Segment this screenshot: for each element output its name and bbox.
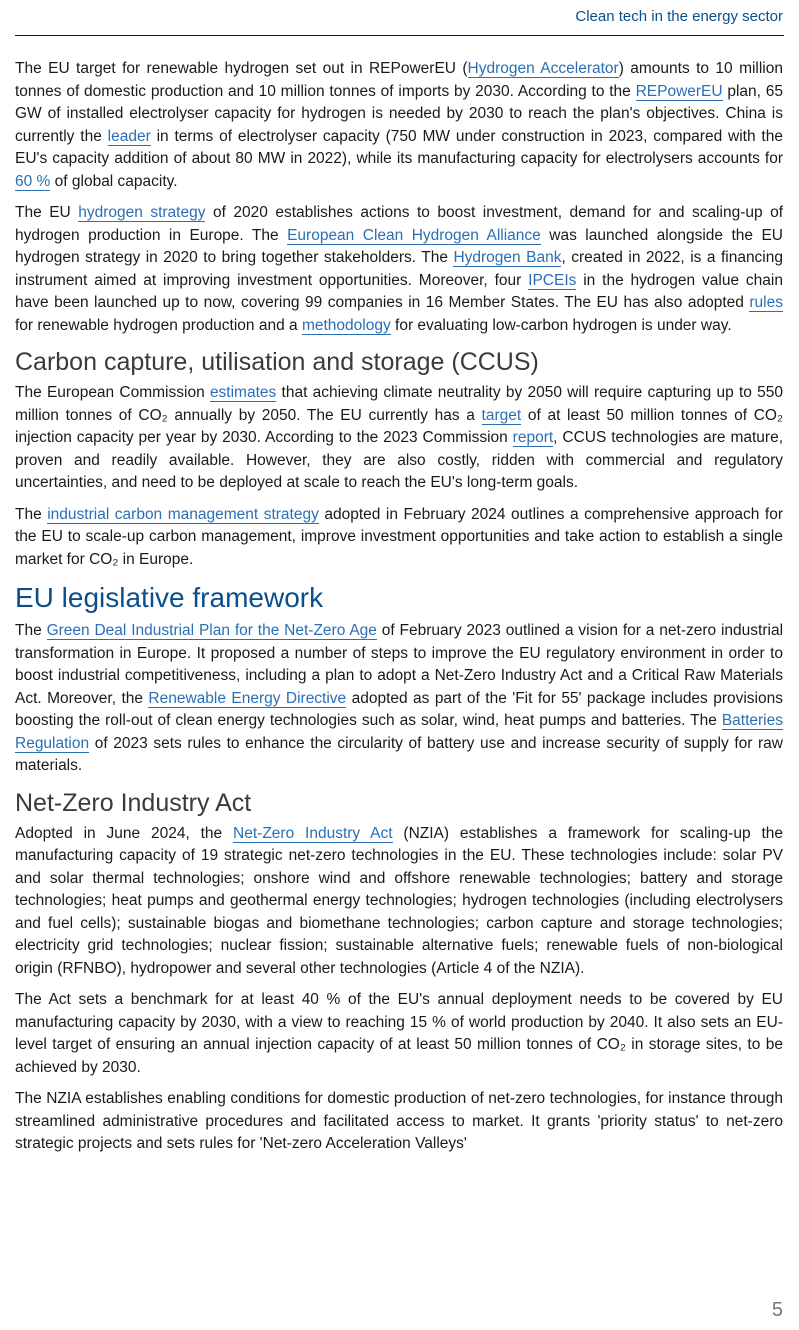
paragraph-nzia-adopted — [15, 823, 783, 981]
page-number: 5 — [771, 1299, 783, 1321]
link-leader[interactable]: leader — [107, 127, 151, 145]
paragraph-nzia-benchmark: The Act sets a benchmark for at least 40 % of the EU's annual deployment needs to be covered by EU manufacturing capacity by 2030, with a view to reaching 15 % of world production by 2040. It also sets an EU-level target of ensuring an annual injection capacity of at least 50 million tonnes of CO₂ in storage sites, to be achieved by 2030. — [15, 991, 783, 1076]
link-net-zero-industry-act[interactable]: Net-Zero Industry Act — [233, 824, 393, 842]
link-report[interactable]: report — [512, 429, 554, 446]
text: for evaluating low-carbon hydrogen is under way. — [390, 316, 732, 334]
text: for renewable hydrogen production and a — [15, 316, 302, 334]
link-target[interactable]: target — [481, 406, 522, 424]
text: The EU — [15, 204, 79, 221]
text: of February 2023 outlined a vision for a net-zero industrial transformation in Europe. It proposed a number of steps to improve the EU regulatory environment in order to boost industrial competitiveness, including a plan to adopt a Net-Zero Industry Act and a Critical Raw Materials Act. Moreover, the — [15, 622, 784, 707]
text: that achieving climate neutrality by 2050 will require capturing up to 550 million tonnes of CO₂ annually by 2050. The EU currently has a — [15, 384, 783, 424]
link-ipceis[interactable]: IPCEIs — [528, 271, 577, 289]
paragraph-nzia-conditions: The NZIA establishes enabling conditions for domestic production of net-zero technologies, for instance through streamlined administrative procedures and facilitated access to market. It grants 'priority status' to net-zero strategic projects and sets rules for 'Net-zero Acceleration Valleys' — [15, 1090, 783, 1152]
link-methodology[interactable]: methodology — [301, 316, 391, 334]
page-content — [15, 58, 783, 1165]
heading-ccus: Carbon capture, utilisation and storage (CCUS) — [15, 348, 539, 376]
paragraph-hydrogen-strategy — [15, 202, 783, 337]
link-estimates[interactable]: estimates — [209, 384, 277, 401]
link-clean-hydrogen-alliance[interactable]: European Clean Hydrogen Alliance — [287, 226, 541, 244]
text: in the hydrogen value chain have been launched up to now, covering 99 companies in 16 Member States. The EU has also adopted — [15, 271, 783, 311]
text: was launched alongside the EU hydrogen strategy in 2020 to bring together stakeholders. The — [15, 226, 783, 266]
link-batteries-regulation[interactable]: Batteries Regulation — [15, 712, 783, 752]
text: of global capacity. — [50, 172, 178, 190]
link-hydrogen-accelerator[interactable]: Hydrogen Accelerator — [467, 60, 619, 77]
link-rules[interactable]: rules — [749, 294, 783, 311]
text: The EU target for renewable hydrogen set out in REPowerEU ( — [15, 60, 468, 77]
paragraph-hydrogen-target — [15, 58, 783, 193]
link-green-deal-industrial-plan[interactable]: Green Deal Industrial Plan for the Net-Zero Age — [46, 622, 377, 639]
link-industrial-carbon-management-strategy[interactable]: industrial carbon management strategy — [47, 505, 319, 523]
text: of at least 50 million tonnes of CO₂ injection capacity per year by 2030. According to the 2023 Commission — [15, 406, 783, 446]
text: plan, 65 GW of installed electrolyser capacity for hydrogen is needed by 2030 to reach the plan's objectives. China is currently the — [15, 82, 783, 145]
link-renewable-energy-directive[interactable]: Renewable Energy Directive — [148, 689, 347, 707]
link-60-percent[interactable]: 60 % — [15, 172, 51, 190]
text: of 2020 establishes actions to boost investment, demand for and scaling-up of hydrogen production in Europe. The — [15, 204, 784, 244]
text: , CCUS technologies are mature, proven and readily available. However, they are also costly, ridden with commercial and regulatory uncertainties, and need to be deployed at scale to reach the EU's long-term goals. — [15, 429, 783, 491]
text: in terms of electrolyser capacity (750 MW under construction in 2023, compared with the EU's capacity addition of about 80 MW in 2022), while its manufacturing capacity for electrolysers accounts for — [15, 127, 783, 167]
link-hydrogen-bank[interactable]: Hydrogen Bank — [453, 249, 562, 266]
paragraph-ccus-estimates — [15, 382, 783, 495]
paragraph-green-deal — [15, 620, 783, 778]
link-hydrogen-strategy[interactable]: hydrogen strategy — [78, 204, 206, 221]
heading-eu-legislative-framework: EU legislative framework — [15, 582, 324, 613]
text: (NZIA) establishes a framework for scaling-up the manufacturing capacity of 19 strategic net-zero technologies in the EU. These technologies include: solar PV and solar thermal technologies; onshore wind and offshore renewable technologies; battery and storage technologies; heat pumps and geothermal energy technologies; hydrogen technologies (including electrolysers and fuel cells); sustainable biogas and biomethane technologies; carbon capture and storage technologies; electricity grid technologies; nuclear fission; sustainable alternative fuels; renewable fuels of non-biological origin (RFNBO), hydropower and several other technologies (Article 4 of the NZIA). — [15, 824, 783, 977]
text: adopted in February 2024 outlines a comprehensive approach for the EU to scale-up carbon management, improve investment opportunities and take action to establish a single market for CO₂ in Europe. — [15, 505, 784, 568]
text: , created in 2022, is a financing instrument aimed at improving investment opportunities. Moreover, four — [15, 249, 783, 289]
text: ) amounts to 10 million tonnes of domestic production and 10 million tonnes of imports by 2030. According to the — [15, 60, 783, 100]
text: of 2023 sets rules to enhance the circularity of battery use and increase security of supply for raw materials. — [15, 734, 783, 774]
text: The — [15, 622, 47, 639]
text: The — [15, 505, 48, 523]
text: adopted as part of the 'Fit for 55' package includes provisions boosting the roll-out of clean energy technologies such as solar, wind, heat pumps and batteries. The — [15, 689, 783, 729]
text: Adopted in June 2024, the — [15, 824, 234, 842]
link-repowereu[interactable]: REPowerEU — [635, 82, 723, 100]
header-divider — [15, 35, 784, 36]
text: The European Commission — [15, 384, 210, 401]
heading-net-zero-industry-act: Net-Zero Industry Act — [15, 788, 252, 817]
header-title: Clean tech in the energy sector — [575, 8, 783, 25]
paragraph-carbon-management — [15, 504, 783, 572]
